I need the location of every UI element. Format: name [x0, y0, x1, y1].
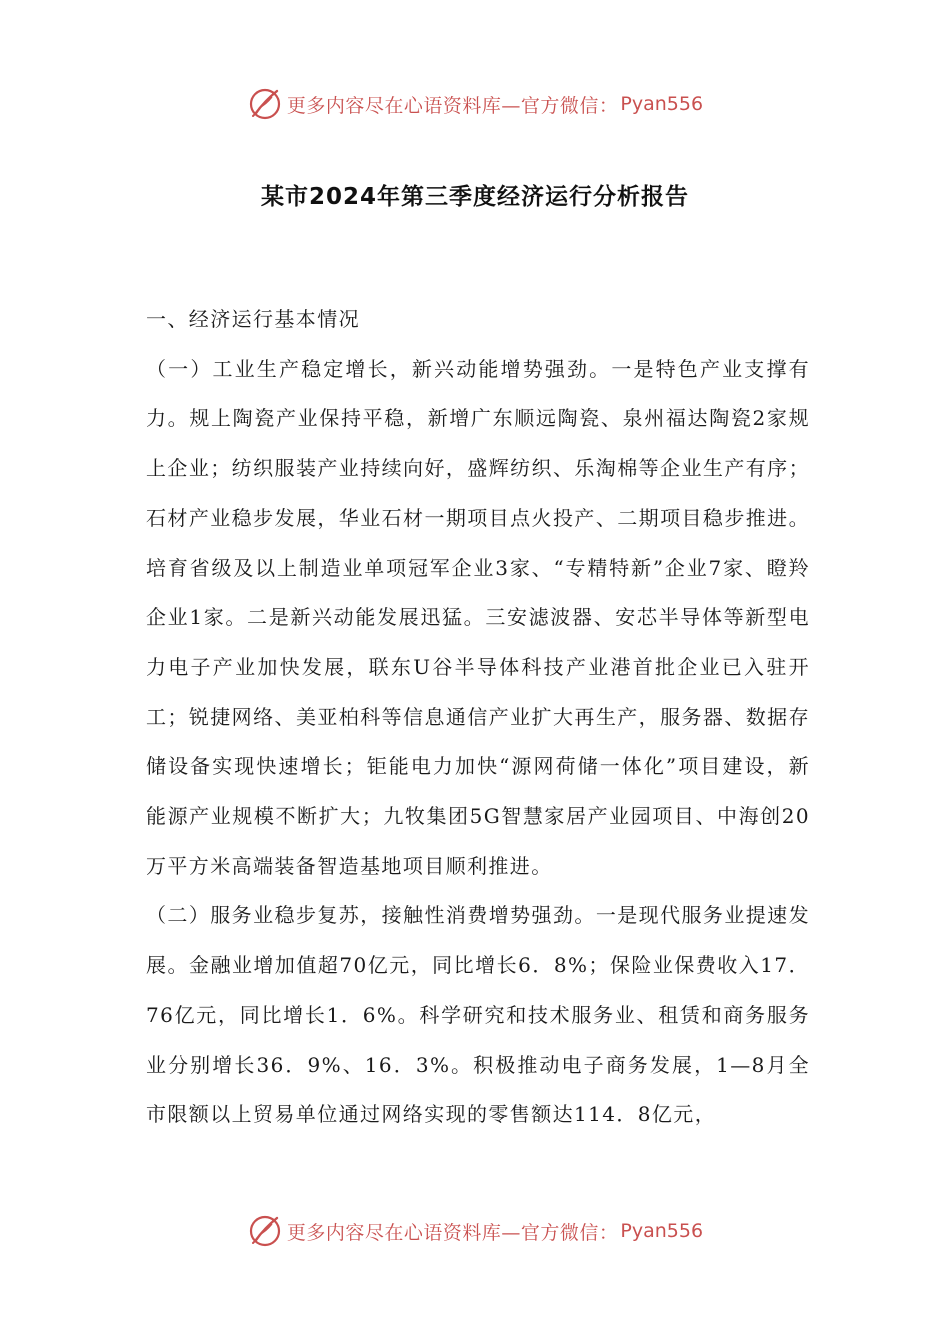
watermark-footer [0, 1211, 950, 1251]
section-heading: 一、经济运行基本情况 [146, 307, 360, 331]
quill-logo-icon [247, 86, 283, 122]
watermark-text: 更多内容尽在心语资料库—官方微信： [286, 1221, 619, 1244]
document-body [146, 295, 810, 1140]
quill-logo-icon [247, 1213, 283, 1249]
watermark-account: Pyan556 [620, 1220, 704, 1242]
watermark-header [0, 84, 950, 124]
document-title: 某市2024年第三季度经济运行分析报告 [260, 184, 689, 210]
paragraph-industry: （一）工业生产稳定增长，新兴动能增势强劲。一是特色产业支撑有力。规上陶瓷产业保持平稳，新增广东顺远陶瓷、泉州福达陶瓷2家规上企业；纺织服装产业持续向好，盛辉纺织、乐淘棉等企业生产有序；石材产业稳步发展，华业石材一期项目点火投产、二期项目稳步推进。培育省级及以上制造业单项冠军企业3家、“专精特新”企业7家、瞪羚企业1家。二是新兴动能发展迅猛。三安滤波器、安芯半导体等新型电力电子产业加快发展，联东U谷半导体科技产业港首批企业已入驻开工；锐捷网络、美亚柏科等信息通信产业扩大再生产，服务器、数据存储设备实现快速增长；钜能电力加快“源网荷储一体化”项目建设，新能源产业规模不断扩大；九牧集团5G智慧家居产业园项目、中海创20万平方米高端装备智造基地项目顺利推进。 [146, 356, 810, 878]
watermark-account: Pyan556 [620, 93, 704, 115]
paragraph-services: （二）服务业稳步复苏，接触性消费增势强劲。一是现代服务业提速发展。金融业增加值超70亿元，同比增长6．8%；保险业保费收入17．76亿元，同比增长1．6%。科学研究和技术服务业、租赁和商务服务业分别增长36．9%、16．3%。积极推动电子商务发展，1—8月全市限额以上贸易单位通过网络实现的零售额达114．8亿元， [146, 903, 810, 1127]
watermark-text: 更多内容尽在心语资料库—官方微信： [286, 94, 619, 117]
